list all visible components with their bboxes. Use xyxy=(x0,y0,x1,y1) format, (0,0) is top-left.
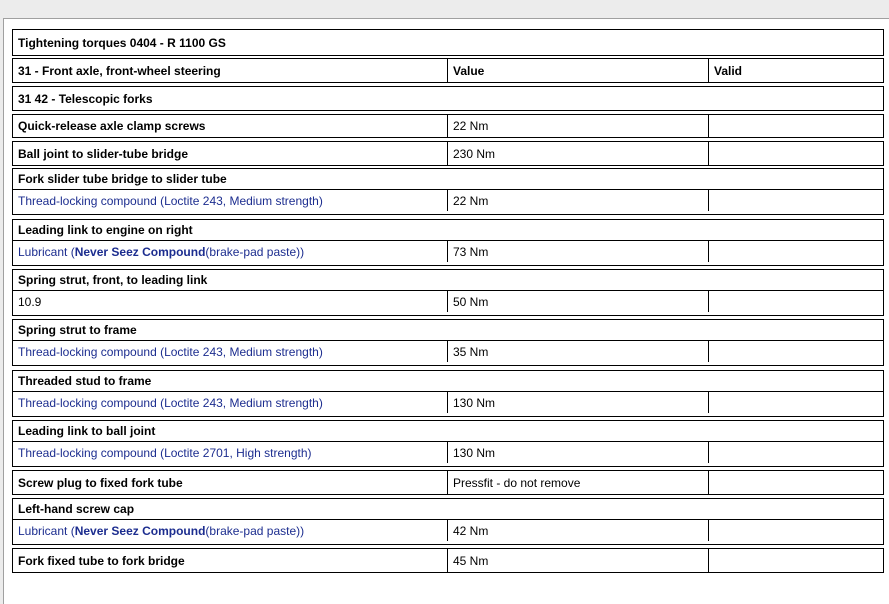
row-value: 230 Nm xyxy=(448,142,709,165)
row-value: Pressfit - do not remove xyxy=(448,471,709,494)
row-value: 50 Nm xyxy=(448,291,709,312)
row-valid xyxy=(709,549,883,572)
header-value: Value xyxy=(448,59,709,82)
row-note xyxy=(13,241,448,262)
row-note: Thread-locking compound (Loctite 2701, High strength) xyxy=(13,442,448,463)
row-valid xyxy=(709,115,883,137)
row-value: 22 Nm xyxy=(448,115,709,137)
row-value: 45 Nm xyxy=(448,549,709,572)
section-text: 31 42 - Telescopic forks xyxy=(18,91,153,106)
row-value: 35 Nm xyxy=(448,341,709,362)
row-label: Spring strut to frame xyxy=(13,320,883,341)
header-valid: Valid xyxy=(714,63,743,78)
row-valid xyxy=(709,291,883,312)
row-note xyxy=(13,520,448,541)
header-group: 31 - Front axle, front-wheel steering xyxy=(13,59,448,82)
note-prefix: Lubricant ( xyxy=(18,523,75,538)
row-label: Quick-release axle clamp screws xyxy=(13,115,448,137)
table-row xyxy=(12,498,884,545)
table-row xyxy=(12,319,884,366)
table-header xyxy=(12,58,884,83)
table-row xyxy=(12,420,884,467)
row-value: 22 Nm xyxy=(448,190,709,211)
row-value: 73 Nm xyxy=(448,241,709,262)
section-heading xyxy=(12,86,884,111)
row-value: 130 Nm xyxy=(448,392,709,413)
table-row xyxy=(12,219,884,266)
title-text: Tightening torques 0404 - R 1100 GS xyxy=(18,35,226,50)
row-label: Leading link to ball joint xyxy=(13,421,883,442)
row-valid xyxy=(709,241,883,262)
table-row xyxy=(12,269,884,316)
table-row xyxy=(12,470,884,495)
row-valid xyxy=(709,520,883,541)
note-bold: Never Seez Compound xyxy=(74,523,206,538)
row-label: Leading link to engine on right xyxy=(13,220,883,241)
note-suffix: (brake-pad paste)) xyxy=(205,244,305,259)
row-value: 42 Nm xyxy=(448,520,709,541)
table-row xyxy=(12,114,884,138)
row-valid xyxy=(709,392,883,413)
row-label: Screw plug to fixed fork tube xyxy=(13,471,448,494)
row-label: Fork fixed tube to fork bridge xyxy=(13,549,448,572)
table-row xyxy=(12,141,884,166)
row-valid xyxy=(709,190,883,211)
row-valid xyxy=(709,341,883,362)
note-bold: Never Seez Compound xyxy=(74,244,206,259)
table-title xyxy=(12,29,884,56)
row-valid xyxy=(709,142,883,165)
row-label: Threaded stud to frame xyxy=(13,371,883,392)
row-note: Thread-locking compound (Loctite 243, Medium strength) xyxy=(13,190,448,211)
note-prefix: Lubricant ( xyxy=(18,244,75,259)
table-row xyxy=(12,370,884,417)
table-row xyxy=(12,168,884,215)
row-valid xyxy=(709,471,883,494)
row-label: Spring strut, front, to leading link xyxy=(13,270,883,291)
row-valid xyxy=(709,442,883,463)
table-row xyxy=(12,548,884,573)
row-label: Fork slider tube bridge to slider tube xyxy=(13,169,883,190)
row-label: Ball joint to slider-tube bridge xyxy=(13,142,448,165)
row-label: Left-hand screw cap xyxy=(13,499,883,520)
row-note: Thread-locking compound (Loctite 243, Medium strength) xyxy=(13,341,448,362)
row-note: Thread-locking compound (Loctite 243, Medium strength) xyxy=(13,392,448,413)
row-value: 130 Nm xyxy=(448,442,709,463)
note-suffix: (brake-pad paste)) xyxy=(205,523,305,538)
row-note: 10.9 xyxy=(13,291,448,312)
